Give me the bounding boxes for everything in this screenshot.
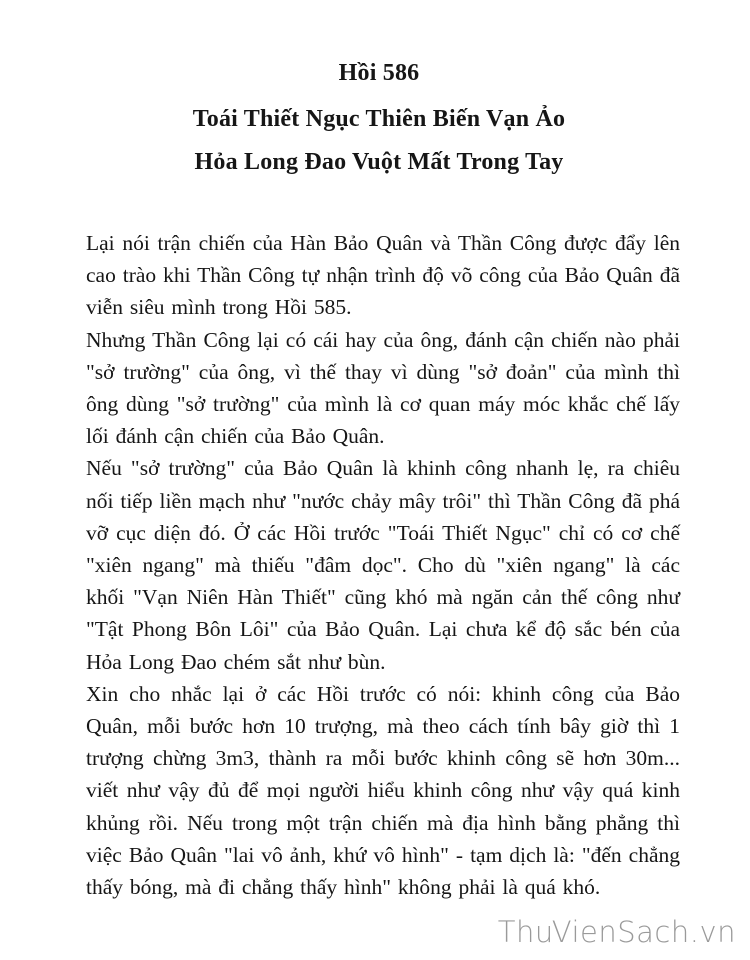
paragraph-3: Nếu "sở trường" của Bảo Quân là khinh công nhanh lẹ, ra chiêu nối tiếp liền mạch như "nước chảy mây trôi" thì Thần Công đã phá vỡ cục diện đó. Ở các Hồi trước "Toái Thiết Ngục" chỉ có cơ chế "xiên ngang" mà thiếu "đâm dọc". Cho dù "xiên ngang" là các khối "Vạn Niên Hàn Thiết" cũng khó mà ngăn cản thế công như "Tật Phong Bôn Lôi" của Bảo Quân. Lại chưa kể độ sắc bén của Hỏa Long Đao chém sắt như bùn. <box>86 456 680 674</box>
paragraph-2: Nhưng Thần Công lại có cái hay của ông, đánh cận chiến nào phải "sở trường" của ông, vì thế thay vì dùng "sở đoản" của mình thì ông dùng "sở trường" của mình là cơ quan máy móc khắc chế lấy lối đánh cận chiến của Bảo Quân. <box>86 327 680 449</box>
paragraph-4: Xin cho nhắc lại ở các Hồi trước có nói: khinh công của Bảo Quân, mỗi bước hơn 10 trượng, mà theo cách tính bây giờ thì 1 trượng chừng 3m3, thành ra mỗi bước khinh công sẽ hơn 30m... viết như vậy đủ để mọi người hiểu khinh công như vậy quá kinh khủng rồi. Nếu trong một trận chiến mà địa hình bằng phẳng thì việc Bảo Quân "lai vô ảnh, khứ vô hình" - tạm dịch là: "đến chẳng thấy bóng, mà đi chẳng thấy hình" không phải là quá khó. <box>86 681 680 900</box>
paragraph-1: Lại nói trận chiến của Hàn Bảo Quân và Thần Công được đẩy lên cao trào khi Thần Công tự nhận trình độ võ công của Bảo Quân đã viễn siêu mình trong Hồi 585. <box>86 231 680 320</box>
chapter-heading <box>78 58 680 177</box>
chapter-number: Hồi 586 <box>338 60 420 86</box>
chapter-title-line-2: Hỏa Long Đao Vuột Mất Trong Tay <box>194 149 564 175</box>
site-watermark: ThuVienSach.vn <box>497 915 736 949</box>
chapter-title-line-1: Toái Thiết Ngục Thiên Biến Vạn Ảo <box>192 106 566 132</box>
chapter-body <box>86 227 680 903</box>
